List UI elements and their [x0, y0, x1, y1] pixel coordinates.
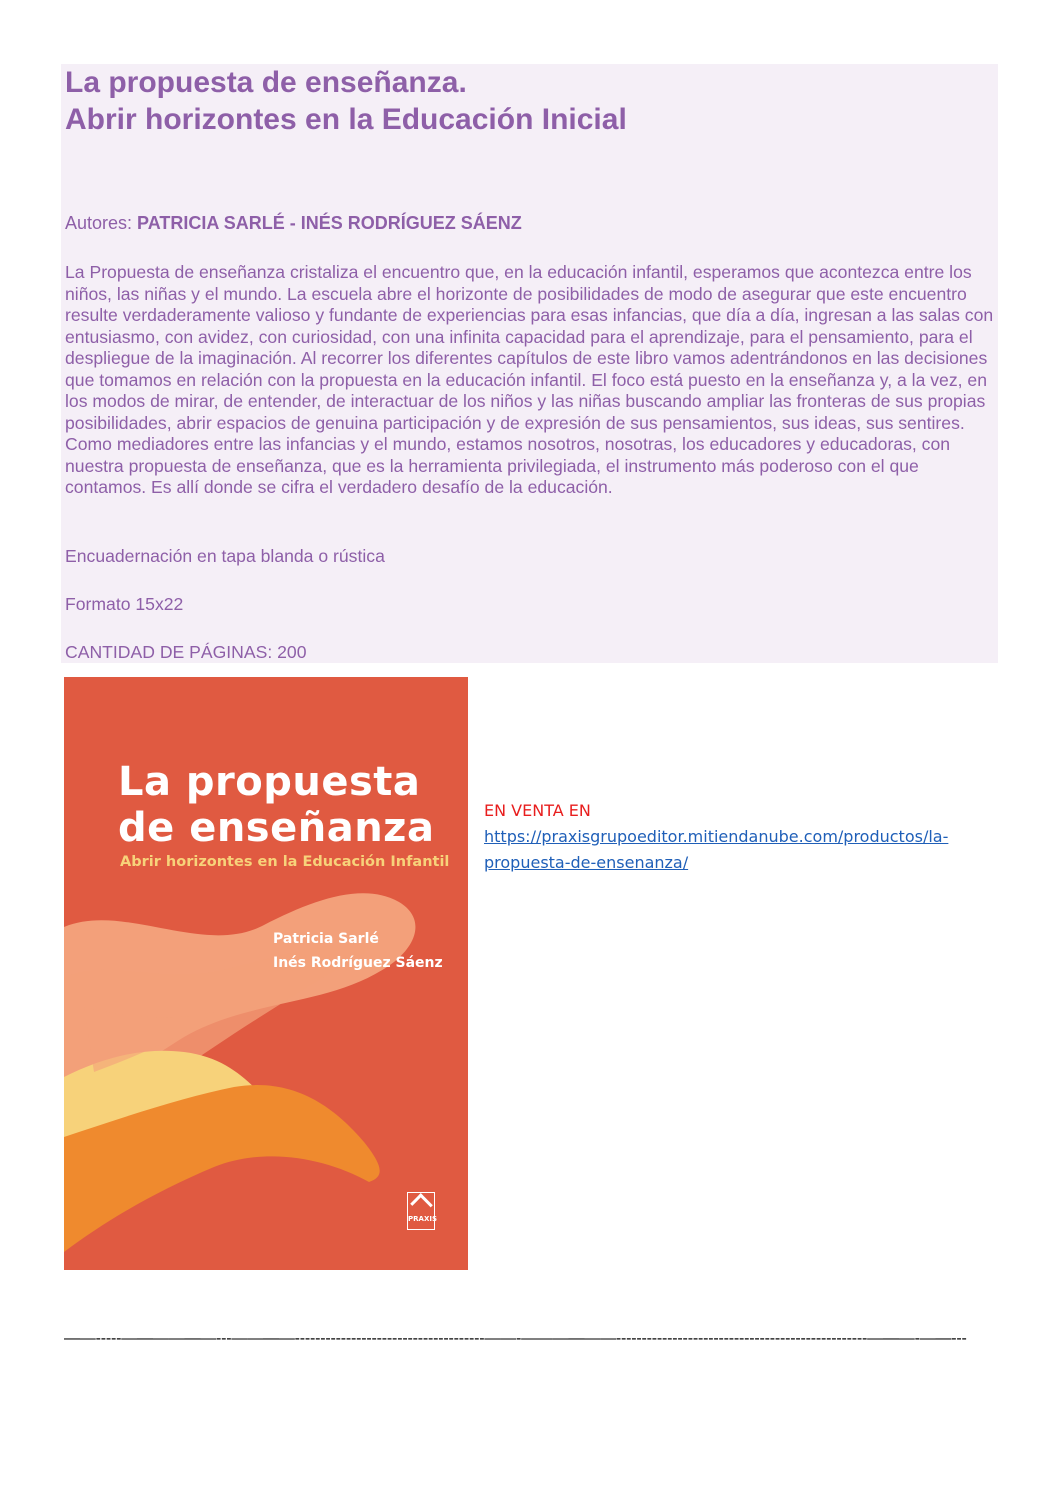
cover-title-line-1: La propuesta — [118, 759, 421, 805]
cover-title-line-2: de enseñanza — [118, 805, 435, 851]
authors-label: Autores: — [65, 213, 138, 233]
cover-author-2: Inés Rodríguez Sáenz — [273, 955, 443, 971]
book-description: La Propuesta de enseñanza cristaliza el encuentro que, en la educación infantil, esperamos que acontezca entre los niños, las niñas y el mundo. La escuela abre el horizonte de posibilidades de modo de asegurar que este encuentro resulte verdaderamente valioso y fundante de experiencias para esas infancias, que día a día, ingresan a las salas con entusiasmo, con avidez, con curiosidad, con una infinita capacidad para el aprendizaje, para el pensamiento, para el despliegue de la imaginación. Al recorrer los diferentes capítulos de este libro vamos adentrándonos en las decisiones que tomamos en relación con la propuesta en la educación infantil. El foco está puesto en la enseñanza y, a la vez, en los modos de mirar, de entender, de interactuar de los niños y las niñas buscando ampliar las fronteras de sus propias posibilidades, abrir espacios de genuina participación y de expresión de sus pensamientos, sus ideas, sus sentires. Como mediadores entre las infancias y el mundo, estamos nosotros, nosotras, los educadores y educadoras, con nuestra propuesta de enseñanza, que es la herramienta privilegiada, el instrumento más poderoso con el que contamos. Es allí donde se cifra el verdadero desafío de la educación. — [65, 262, 994, 497]
cover-author-1: Patricia Sarlé — [273, 931, 379, 947]
page-count-info: CANTIDAD DE PÁGINAS: 200 — [65, 642, 307, 662]
store-link-line-1: https://praxisgrupoeditor.mitiendanube.com/productos/la- — [484, 827, 949, 846]
binding-info: Encuadernación en tapa blanda o rústica — [65, 546, 385, 566]
book-cover-image — [64, 677, 468, 1270]
publisher-logo — [407, 1192, 435, 1230]
sale-info — [484, 798, 984, 876]
publisher-name: PRAXIS — [408, 1215, 437, 1223]
sale-label: EN VENTA EN — [484, 801, 591, 820]
cover-subtitle: Abrir horizontes en la Educación Infantil — [120, 854, 450, 870]
store-link[interactable] — [484, 824, 984, 876]
title-line-1: La propuesta de enseñanza. — [65, 66, 467, 99]
authors — [65, 212, 522, 234]
title-line-2: Abrir horizontes en la Educación Inicial — [65, 103, 627, 136]
separator-line: ——-----——————---————-------------------------------------——-——————-------------------------------------------------———-——--- — [64, 1330, 967, 1347]
cover-title — [118, 759, 434, 851]
page-title — [65, 64, 627, 138]
authors-names: PATRICIA SARLÉ - INÉS RODRÍGUEZ SÁENZ — [137, 213, 522, 233]
publisher-mark-icon — [410, 1193, 433, 1216]
store-link-line-2: propuesta-de-ensenanza/ — [484, 853, 689, 872]
format-info: Formato 15x22 — [65, 594, 184, 614]
